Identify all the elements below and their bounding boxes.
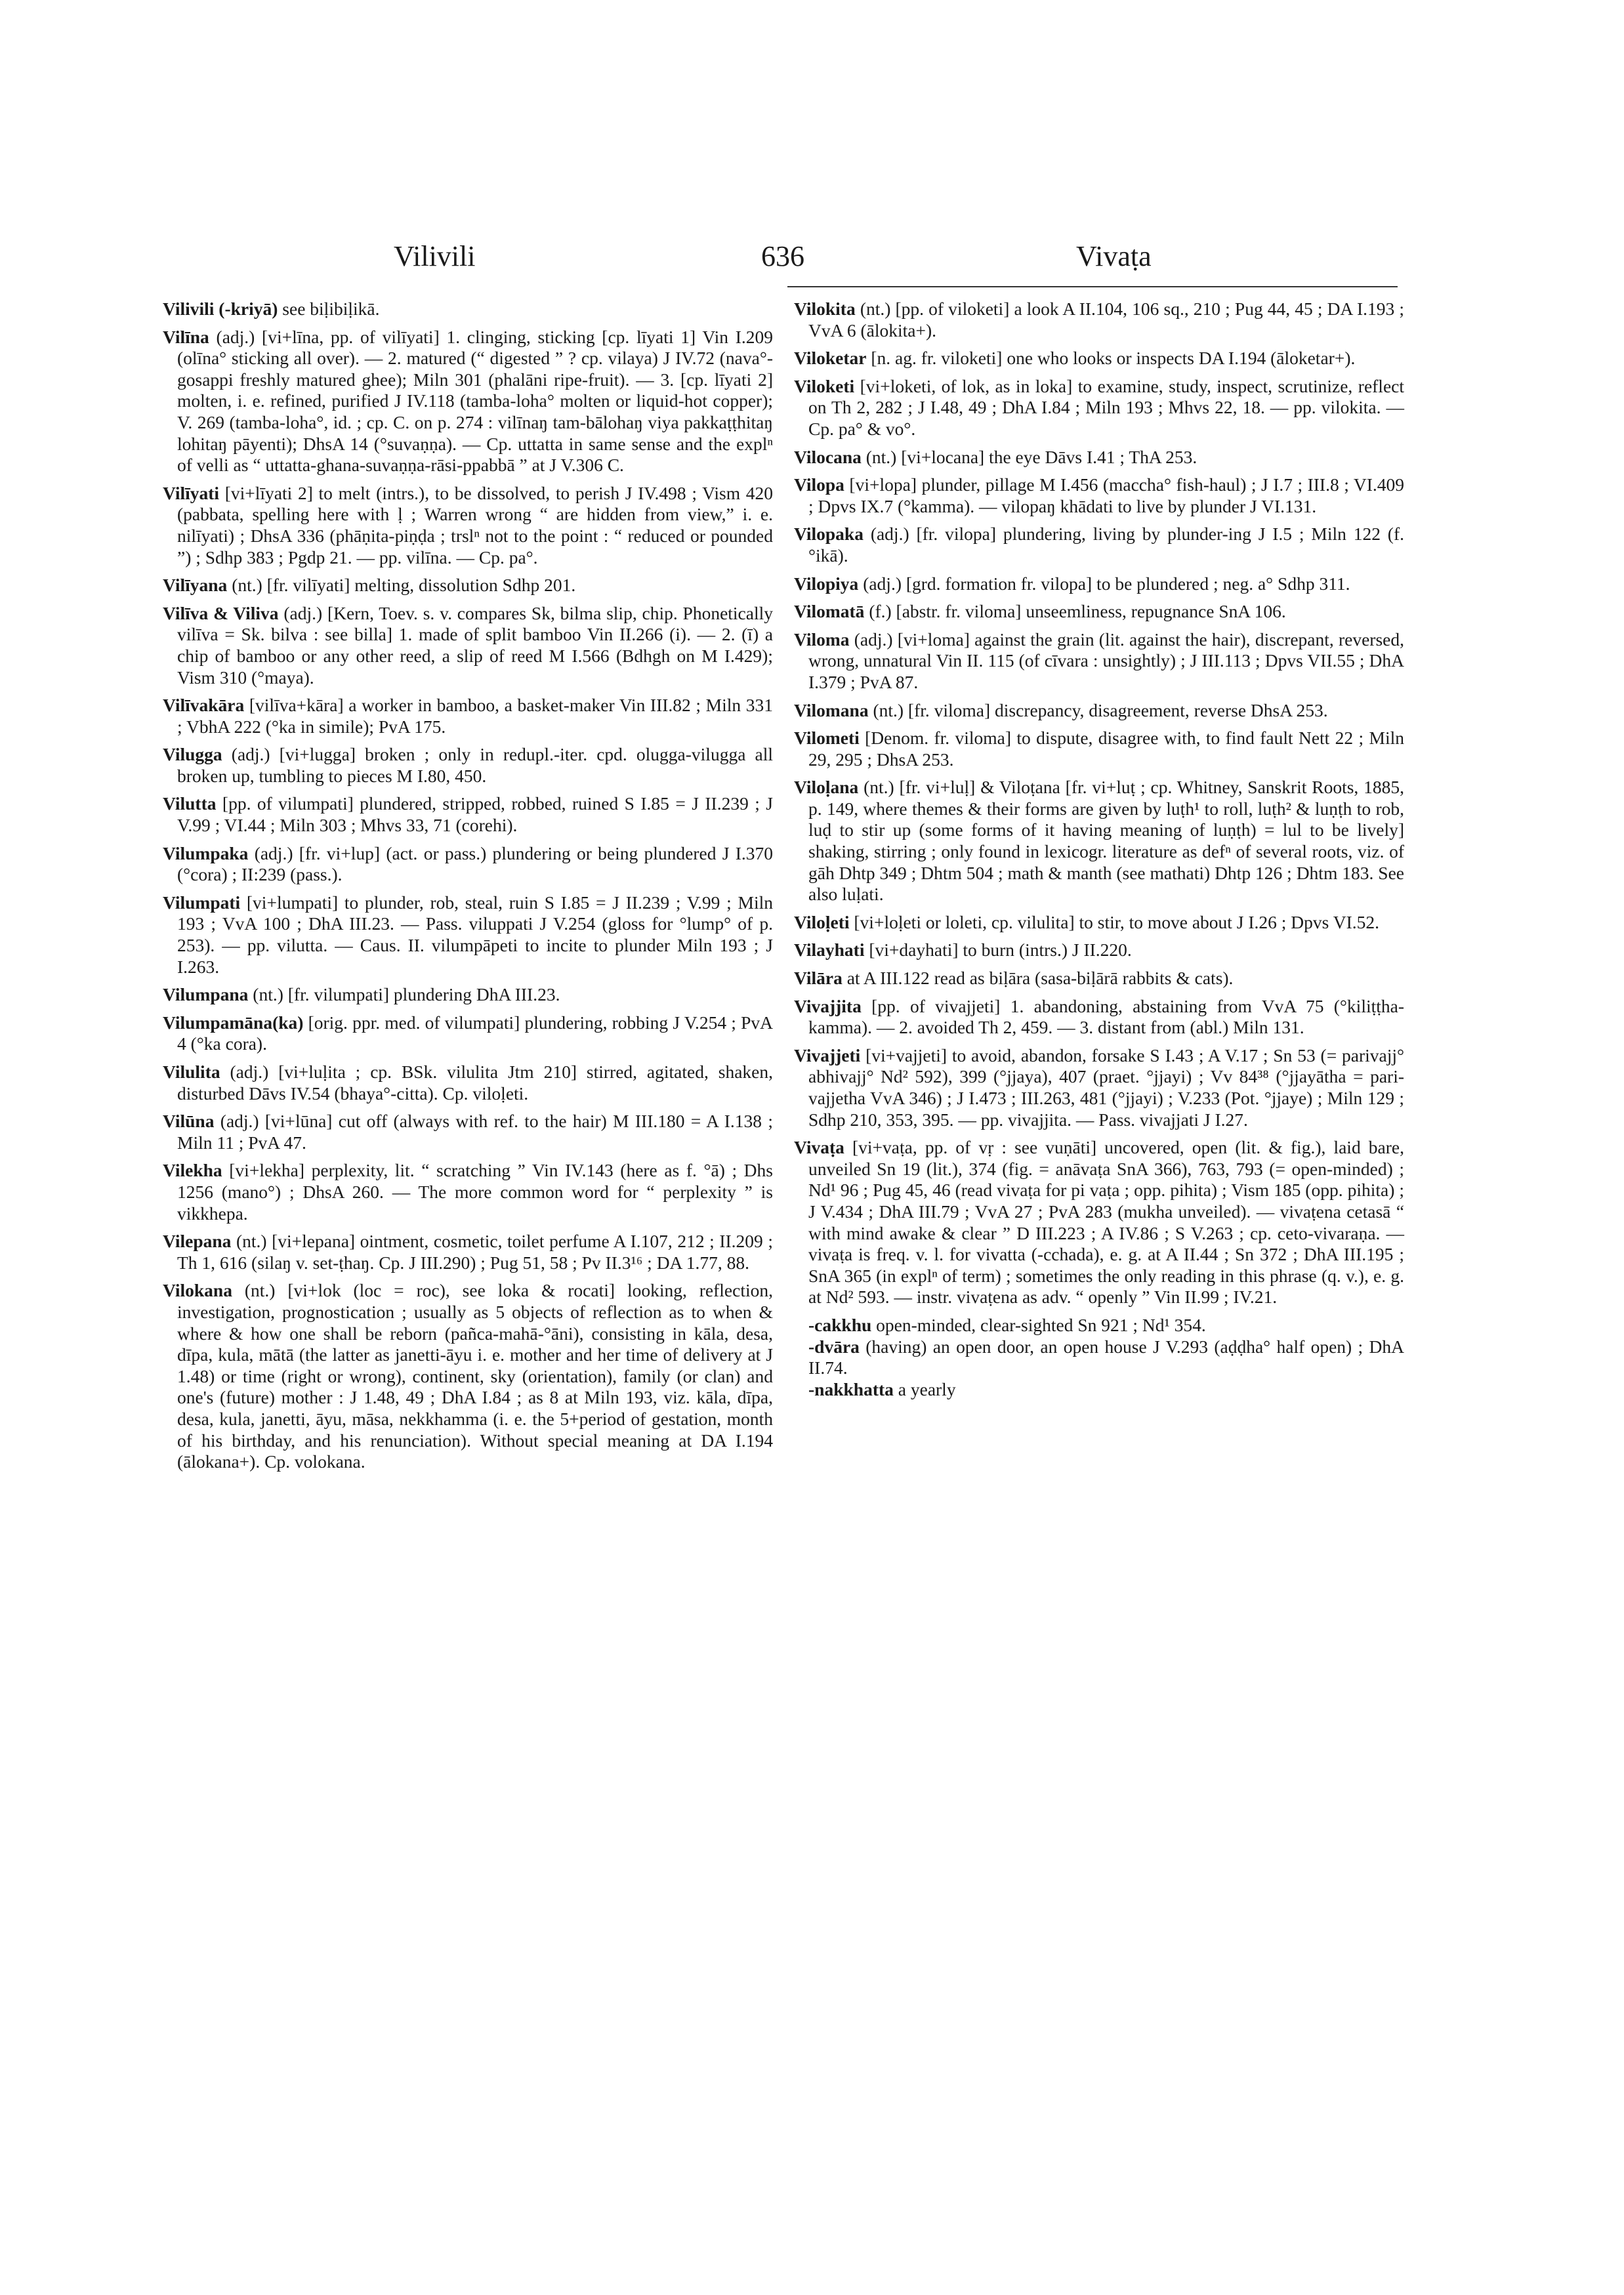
headword: Viloketar <box>794 348 867 369</box>
entry-text: (nt.) [vi+locana] the eye Dāvs I.41 ; ThA 253. <box>861 446 1197 467</box>
headword: Vilomana <box>794 699 869 720</box>
entry-text: [vi+lumpati] to plunder, rob, steal, ruin S I.85 = J II.239 ; V.99 ; Miln 193 ; VvA 100 ; DhA III.23. — Pass. viluppati J V.254 (gloss for °lump° of p. 253). — pp. vilutta. — Caus. II. vilumpāpeti to incite to plunder Miln 193 ; J I.263. <box>177 892 773 977</box>
headword: Vilayhati <box>794 940 865 961</box>
dictionary-entry <box>163 1111 773 1153</box>
headword: Vilīyana <box>163 575 228 596</box>
entry-text: at A III.122 read as biḷāra (sasa-biḷārā rabbits & cats). <box>842 968 1234 989</box>
headword: Vilumpana <box>163 984 249 1005</box>
dictionary-entry <box>163 1160 773 1224</box>
dictionary-entry <box>794 376 1404 440</box>
entry-text: (adj.) [vi+luḷita ; cp. BSk. vilulita Jtm 210] stirred, agitated, shaken, disturbed Dāvs IV.54 (bhaya°-citta). Cp. viloḷeti. <box>177 1062 773 1104</box>
dictionary-entry <box>794 474 1404 517</box>
headword: Vilumpamāna(ka) <box>163 1012 304 1033</box>
headword: Vilopa <box>794 474 844 495</box>
headword: Viloketi <box>794 375 855 396</box>
dictionary-entry <box>794 996 1404 1039</box>
sub-entry <box>794 1315 1404 1336</box>
dictionary-entry <box>163 1280 773 1472</box>
headword: Vivaṭa <box>794 1137 844 1158</box>
headword: Vilomatā <box>794 601 865 622</box>
headword: Vilumpati <box>163 892 241 913</box>
entry-text: (nt.) [vi+lepana] ointment, cosmetic, toilet perfume A I.107, 212 ; II.209 ; Th 1, 616 (silaŋ v. set-ṭhaŋ. Cp. J III.290) ; Pug 51, 58 ; Pv II.3¹⁶ ; DA 1.77, 88. <box>177 1231 773 1273</box>
entry-text: (nt.) [fr. vi+luḷ] & Viloṭana [fr. vi+luṭ ; cp. Whitney, Sanskrit Roots, 1885, p. 149, where themes & their forms are given by luṭh¹ to roll, luṭh² & luṇṭh to rob, luḍ to stir up (some forms of it having meaning of luṇṭh) = lul to be lively] shaking, stirring ; only found in lexicogr. literature as defⁿ of several roots, viz. of gāh Dhtp 349 ; Dhtm 504 ; math & manth (see mathati) Dhtp 126 ; Dhtm 183. See also luḷati. <box>808 777 1404 905</box>
entry-text: (f.) [abstr. fr. viloma] unseemliness, repugnance SnA 106. <box>864 601 1286 622</box>
entry-text: (adj.) [vi+loma] against the grain (lit. against the hair), discrepant, reversed, wrong, unnatural Vin II. 115 (of cīvara : unsightly) ; J III.113 ; Dpvs VII.55 ; DhA I.379 ; PvA 87. <box>808 629 1404 692</box>
dictionary-entry <box>163 327 773 476</box>
sub-entry <box>794 1379 1404 1401</box>
dictionary-entry <box>794 1137 1404 1308</box>
headword: -dvāra <box>808 1336 860 1357</box>
entry-text: (adj.) [vi+lugga] broken ; only in redupl.-iter. cpd. olugga-vilugga all broken up, tumbling to pieces M I.80, 450. <box>177 744 773 786</box>
entry-text: [vi+vajjeti] to avoid, abandon, forsake S I.43 ; A V.17 ; Sn 53 (= parivajj° abhivajj° Nd² 592), 399 (°jjaya), 407 (praet. °jjayi) ; Vv 84³⁸ (°jjayātha = pari-vajjetha VvA 346) ; J I.473 ; III.263, 481 (°jjayi) ; V.233 (Pot. °jjaye) ; Miln 129 ; Sdhp 210, 353, 395. — pp. vivajjita. — Pass. vivajjati J I.27. <box>808 1044 1404 1130</box>
dictionary-entry <box>794 447 1404 468</box>
headword: Vilutta <box>163 793 217 814</box>
dictionary-entry <box>794 940 1404 961</box>
entry-text: (adj.) [vi+lūna] cut off (always with ref. to the hair) M III.180 = A I.138 ; Miln 11 ; PvA 47. <box>177 1111 773 1153</box>
dictionary-entry <box>163 299 773 320</box>
dictionary-entry <box>794 1045 1404 1130</box>
dictionary-entry <box>163 984 773 1006</box>
entry-text: (nt.) [fr. viloma] discrepancy, disagreement, reverse DhsA 253. <box>868 699 1328 720</box>
dictionary-entry <box>794 524 1404 566</box>
entry-text: [vi+lopa] plunder, pillage M I.456 (maccha° fish-haul) ; J I.7 ; III.8 ; VI.409 ; Dpvs IX.7 (°kamma). — vilopaŋ khādati to live by plunder J VI.131. <box>808 474 1404 516</box>
headword: Viloma <box>794 629 850 650</box>
page-number: 636 <box>761 240 804 272</box>
headword: Vilīyati <box>163 482 220 503</box>
dictionary-entry <box>163 603 773 688</box>
entry-text: (nt.) [fr. vilīyati] melting, dissolution Sdhp 201. <box>227 575 576 596</box>
entry-text: [pp. of vilumpati] plundered, stripped, robbed, ruined S I.85 = J II.239 ; J V.99 ; VI.44 ; Miln 303 ; Mhvs 33, 71 (corehi). <box>177 793 773 836</box>
entry-text: [vi+loḷeti or loleti, cp. vilulita] to stir, to move about J I.26 ; Dpvs VI.52. <box>849 911 1380 932</box>
dictionary-entry <box>163 695 773 737</box>
sub-entry <box>794 1336 1404 1379</box>
dictionary-entry <box>794 573 1404 595</box>
headword: Vilekha <box>163 1160 222 1181</box>
entry-text: [vilīva+kāra] a worker in bamboo, a basket-maker Vin III.82 ; Miln 331 ; VbhA 222 (°ka in simile); PvA 175. <box>177 695 773 737</box>
headword: Vilometi <box>794 728 860 749</box>
entry-text: [orig. ppr. med. of vilumpati] plundering, robbing J V.254 ; PvA 4 (°ka cora). <box>177 1012 773 1054</box>
entry-text: [Denom. fr. viloma] to dispute, disagree with, to find fault Nett 22 ; Miln 29, 295 ; DhsA 253. <box>808 728 1404 770</box>
dictionary-entry <box>163 1231 773 1273</box>
dictionary-entry <box>794 777 1404 905</box>
dictionary-entry <box>163 575 773 596</box>
headword: Vivajjeti <box>794 1044 861 1065</box>
headword: Vilivili (-kriyā) <box>163 299 278 319</box>
headword: Vilīna <box>163 326 209 347</box>
dictionary-entry <box>163 744 773 787</box>
left-column <box>163 299 773 1479</box>
entry-text: (adj.) [vi+līna, pp. of vilīyati] 1. clinging, sticking [cp. līyati 1] Vin I.209 (olīna° sticking all over). — 2. matured (“ digested ” ? cp. vilaya) J IV.72 (nava°-gosappi freshly matured ghee); Miln 301 (phalāni ripe-fruit). — 3. [cp. līyati 2] molten, i. e. refined, purified J IV.118 (tamba-loha° molten or liquid-hot copper); V. 269 (tamba-loha°, id. ; cp. C. on p. 274 : vilīnaŋ tam-bālohaŋ viya pakkaṭṭhitaŋ lohitaŋ pāyenti); DhsA 14 (°suvaṇṇa). — Cp. uttatta in same sense and the explⁿ of velli as “ uttatta-ghana-suvaṇṇa-rāsi-ppabbā ” at J V.306 C. <box>177 326 773 476</box>
dictionary-entry <box>163 483 773 568</box>
entry-text: [vi+dayhati] to burn (intrs.) J II.220. <box>864 940 1132 961</box>
dictionary-entry <box>794 728 1404 770</box>
entry-text: open-minded, clear-sighted Sn 921 ; Nd¹ 354. <box>871 1314 1206 1335</box>
right-column <box>794 299 1404 1400</box>
headword: Vilulita <box>163 1062 220 1082</box>
entry-text: (adj.) [fr. vi+lup] (act. or pass.) plundering or being plundered J I.370 (°cora) ; II:239 (pass.). <box>177 842 773 885</box>
dictionary-entry <box>163 892 773 978</box>
entry-text: (adj.) [Kern, Toev. s. v. compares Sk, bilma slip, chip. Phonetically vilīva = Sk. bilva : see billa] 1. made of split bamboo Vin II.266 (i). — 2. (ī) a chip of bamboo or any other reed, a slip of reed M I.566 (Bdhgh on M I.429); Vism 310 (°maya). <box>177 602 773 688</box>
headword: Vilocana <box>794 446 862 467</box>
entry-text: (nt.) [vi+lok (loc = roc), see loka & rocati] looking, reflection, investigation, prognostication ; usually as 5 objects of reflection as to when & where & how one shall be reborn (pañca-mahā-°āni), consisting in kāla, desa, dīpa, kula, mātā (the latter as janetti-āyu i. e. mother and her time of delivery at J 1.48) or time (right or wrong), continent, sky (orientation), family (or clan) and one's (future) mother : J 1.48, 49 ; DhA I.84 ; as 8 at Miln 193, viz. kāla, dīpa, desa, kula, janetti, āyu, māsa, nekkhamma (i. e. the 5+period of gestation, month of his birthday, and his renunciation). Without special meaning at DA I.194 (ālokana+). Cp. volokana. <box>177 1280 773 1472</box>
entry-text: [pp. of vivajjeti] 1. abandoning, abstaining from VvA 75 (°kiliṭṭha-kamma). — 2. avoided Th 2, 459. — 3. distant from (abl.) Miln 131. <box>808 995 1404 1038</box>
entry-text: see biḷibiḷikā. <box>278 299 380 319</box>
headword: Vivajjita <box>794 995 862 1016</box>
headword: Viloḷana <box>794 777 859 798</box>
headword: Vilokana <box>163 1280 232 1301</box>
headword: -nakkhatta <box>808 1378 894 1399</box>
entry-text: a yearly <box>893 1378 956 1399</box>
headword: Vilugga <box>163 744 222 765</box>
dictionary-entry <box>794 601 1404 623</box>
dictionary-entry <box>794 348 1404 369</box>
dictionary-entry <box>163 793 773 836</box>
headword: Vilopiya <box>794 573 859 594</box>
dictionary-entry <box>794 629 1404 693</box>
headword: Vilepana <box>163 1231 232 1252</box>
headword: Viloḷeti <box>794 911 850 932</box>
entry-text: [vi+līyati 2] to melt (intrs.), to be dissolved, to perish J IV.498 ; Vism 420 (pabbata, spelling here with ḷ ; Warren wrong “ are hidden from view,” i. e. nilīyati) ; DhsA 336 (phāṇita-piṇḍa ; trslⁿ not to the point : “ reduced or pounded ”) ; Sdhp 383 ; Pgdp 21. — pp. vilīna. — Cp. pa°. <box>177 482 773 568</box>
dictionary-entry <box>794 700 1404 722</box>
headword: Vilumpaka <box>163 842 249 863</box>
entry-text: [vi+vaṭa, pp. of vṛ : see vuṇāti] uncovered, open (lit. & fig.), laid bare, unveiled Sn 19 (lit.), 374 (fig. = anāvaṭa SnA 366), 763, 793 (= open-minded) ; Nd¹ 96 ; Pug 45, 46 (read vivaṭa for pi vaṭa ; opp. pihita) ; Vism 185 (opp. pihita) ; J V.434 ; DhA III.79 ; VvA 27 ; PvA 283 (mukha unveiled). — vivaṭena cetasā “ with mind awake & clear ” D III.223 ; A IV.86 ; S V.263 ; cp. ceto-vivaraṇa. — vivaṭa is freq. v. l. for vivatta (-cchada), e. g. at A II.44 ; Sn 372 ; DhA III.195 ; SnA 365 (in explⁿ of term) ; sometimes the only reading in this phrase (q. v.), e. g. at Nd² 593. — instr. vivaṭena as adv. “ openly ” Vin II.99 ; IV.21. <box>808 1137 1404 1308</box>
headword: Vilīvakāra <box>163 695 245 716</box>
entry-text: (nt.) [fr. vilumpati] plundering DhA III.23. <box>248 984 560 1005</box>
entry-text: (adj.) [fr. vilopa] plundering, living by plunder-ing J I.5 ; Miln 122 (f. °ikā). <box>808 524 1404 566</box>
entry-text: (having) an open door, an open house J V.293 (aḍḍha° half open) ; DhA II.74. <box>808 1336 1404 1378</box>
headword: -cakkhu <box>808 1314 872 1335</box>
dictionary-entry <box>794 912 1404 934</box>
entry-text: [n. ag. fr. viloketi] one who looks or inspects DA I.194 (āloketar+). <box>866 348 1356 369</box>
dictionary-entry <box>794 968 1404 989</box>
dictionary-entry <box>163 843 773 886</box>
headword: Vilokita <box>794 299 856 319</box>
entry-text: [vi+loketi, of lok, as in loka] to examine, study, inspect, scrutinize, reflect on Th 2, 282 ; J I.48, 49 ; DhA I.84 ; Miln 193 ; Mhvs 22, 18. — pp. vilokita. — Cp. pa° & vo°. <box>808 375 1404 439</box>
entry-text: (nt.) [pp. of viloketi] a look A II.104, 106 sq., 210 ; Pug 44, 45 ; DA I.193 ; VvA 6 (ālokita+). <box>808 299 1404 341</box>
entry-text: (adj.) [grd. formation fr. vilopa] to be plundered ; neg. a° Sdhp 311. <box>858 573 1350 594</box>
dictionary-entry <box>163 1062 773 1104</box>
dictionary-entry <box>794 299 1404 341</box>
header-left-guideword: Vilivili <box>394 240 476 272</box>
headword: Vilūna <box>163 1111 215 1132</box>
headword: Vilīva & Viliva <box>163 602 279 623</box>
dictionary-entry <box>163 1012 773 1055</box>
header-rule <box>787 286 1398 287</box>
headword: Vilopaka <box>794 524 864 545</box>
headword: Vilāra <box>794 968 843 989</box>
header-right-guideword: Vivaṭa <box>1076 240 1152 272</box>
entry-text: [vi+lekha] perplexity, lit. “ scratching ” Vin IV.143 (here as f. °ā) ; Dhs 1256 (mano°) ; DhsA 260. — The more common word for “ perplexity ” is vikkhepa. <box>177 1160 773 1224</box>
running-header <box>0 239 1624 285</box>
